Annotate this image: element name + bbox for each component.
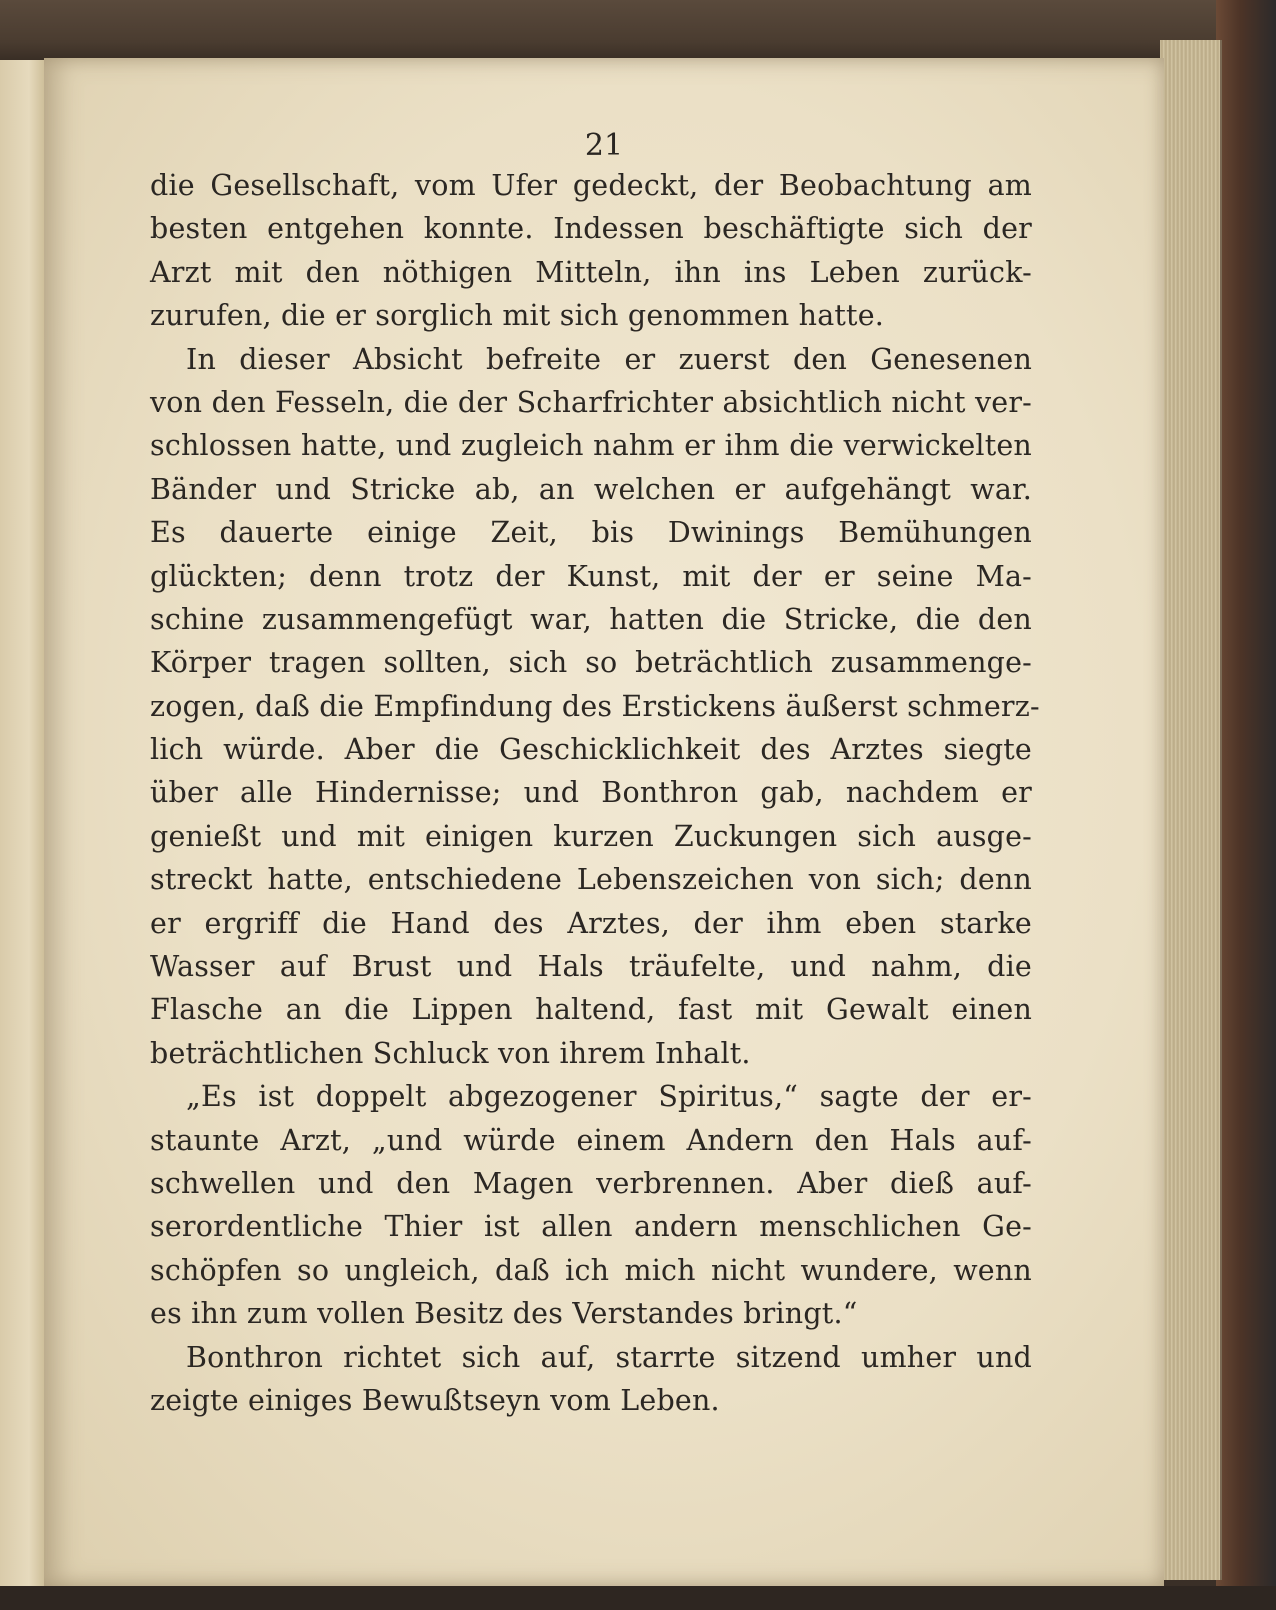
text-line: staunte Arzt, „und würde einem Andern den Hals auf- (150, 1123, 1032, 1157)
text-line: es ihn zum vollen Besitz des Verstandes bringt.“ (150, 1297, 858, 1331)
text-line: zogen, daß die Empfindung des Erstickens äußerst schmerz- (150, 689, 1040, 723)
text-line: Arzt mit den nöthigen Mitteln, ihn ins Leben zurück- (150, 255, 1032, 289)
book-cover-edge (1216, 0, 1276, 1610)
text-line: serordentliche Thier ist allen andern menschlichen Ge- (150, 1210, 1032, 1244)
text-line: Es dauerte einige Zeit, bis Dwinings Bemühungen (150, 516, 1032, 550)
text-line: die Gesellschaft, vom Ufer gedeckt, der Beobachtung am (150, 169, 1032, 202)
text-line: In dieser Absicht befreite er zuerst den Genesenen (186, 342, 1032, 376)
text-line: zeigte einiges Bewußtseyn vom Leben. (150, 1383, 720, 1417)
text-line: über alle Hindernisse; und Bonthron gab, nachdem er (150, 776, 1032, 810)
text-line: streckt hatte, entschiedene Lebenszeichen von sich; denn (150, 863, 1032, 897)
facing-page-edge (0, 60, 48, 1590)
text-line: Wasser auf Brust und Hals träufelte, und nahm, die (150, 950, 1032, 984)
text-line: „Es ist doppelt abgezogener Spiritus,“ sagte der er- (186, 1080, 1032, 1114)
text-line: schlossen hatte, und zugleich nahm er ihm die verwickelten (150, 429, 1032, 463)
page-block-edges (1160, 40, 1222, 1580)
text-line: Bänder und Stricke ab, an welchen er aufgehängt war. (150, 472, 1032, 506)
text-line: glückten; denn trotz der Kunst, mit der er seine Ma- (150, 559, 1032, 593)
text-line: Flasche an die Lippen haltend, fast mit Gewalt einen (150, 993, 1032, 1027)
background-table (0, 1586, 1276, 1610)
text-line: von den Fesseln, die der Scharfrichter absichtlich nicht ver- (150, 385, 1032, 419)
page-text-block (150, 164, 1040, 1422)
text-line: besten entgehen konnte. Indessen beschäftigte sich der (150, 212, 1032, 246)
page-number: 21 (584, 128, 624, 163)
text-line: beträchtlichen Schluck von ihrem Inhalt. (150, 1036, 751, 1070)
text-line: genießt und mit einigen kurzen Zuckungen sich ausge- (150, 819, 1032, 853)
text-line: schöpfen so ungleich, daß ich mich nicht wundere, wenn (150, 1253, 1032, 1287)
text-line: lich würde. Aber die Geschicklichkeit des Arztes siegte (150, 733, 1032, 767)
text-line: Körper tragen sollten, sich so beträchtlich zusammenge- (150, 646, 1032, 680)
text-line: zurufen, die er sorglich mit sich genommen hatte. (150, 299, 885, 333)
text-line: schine zusammengefügt war, hatten die Stricke, die den (150, 602, 1032, 636)
text-line: er ergriff die Hand des Arztes, der ihm eben starke (150, 906, 1032, 940)
text-line: Bonthron richtet sich auf, starrte sitzend umher und (186, 1340, 1032, 1374)
book-page (44, 58, 1164, 1586)
text-line: schwellen und den Magen verbrennen. Aber dieß auf- (150, 1166, 1032, 1200)
